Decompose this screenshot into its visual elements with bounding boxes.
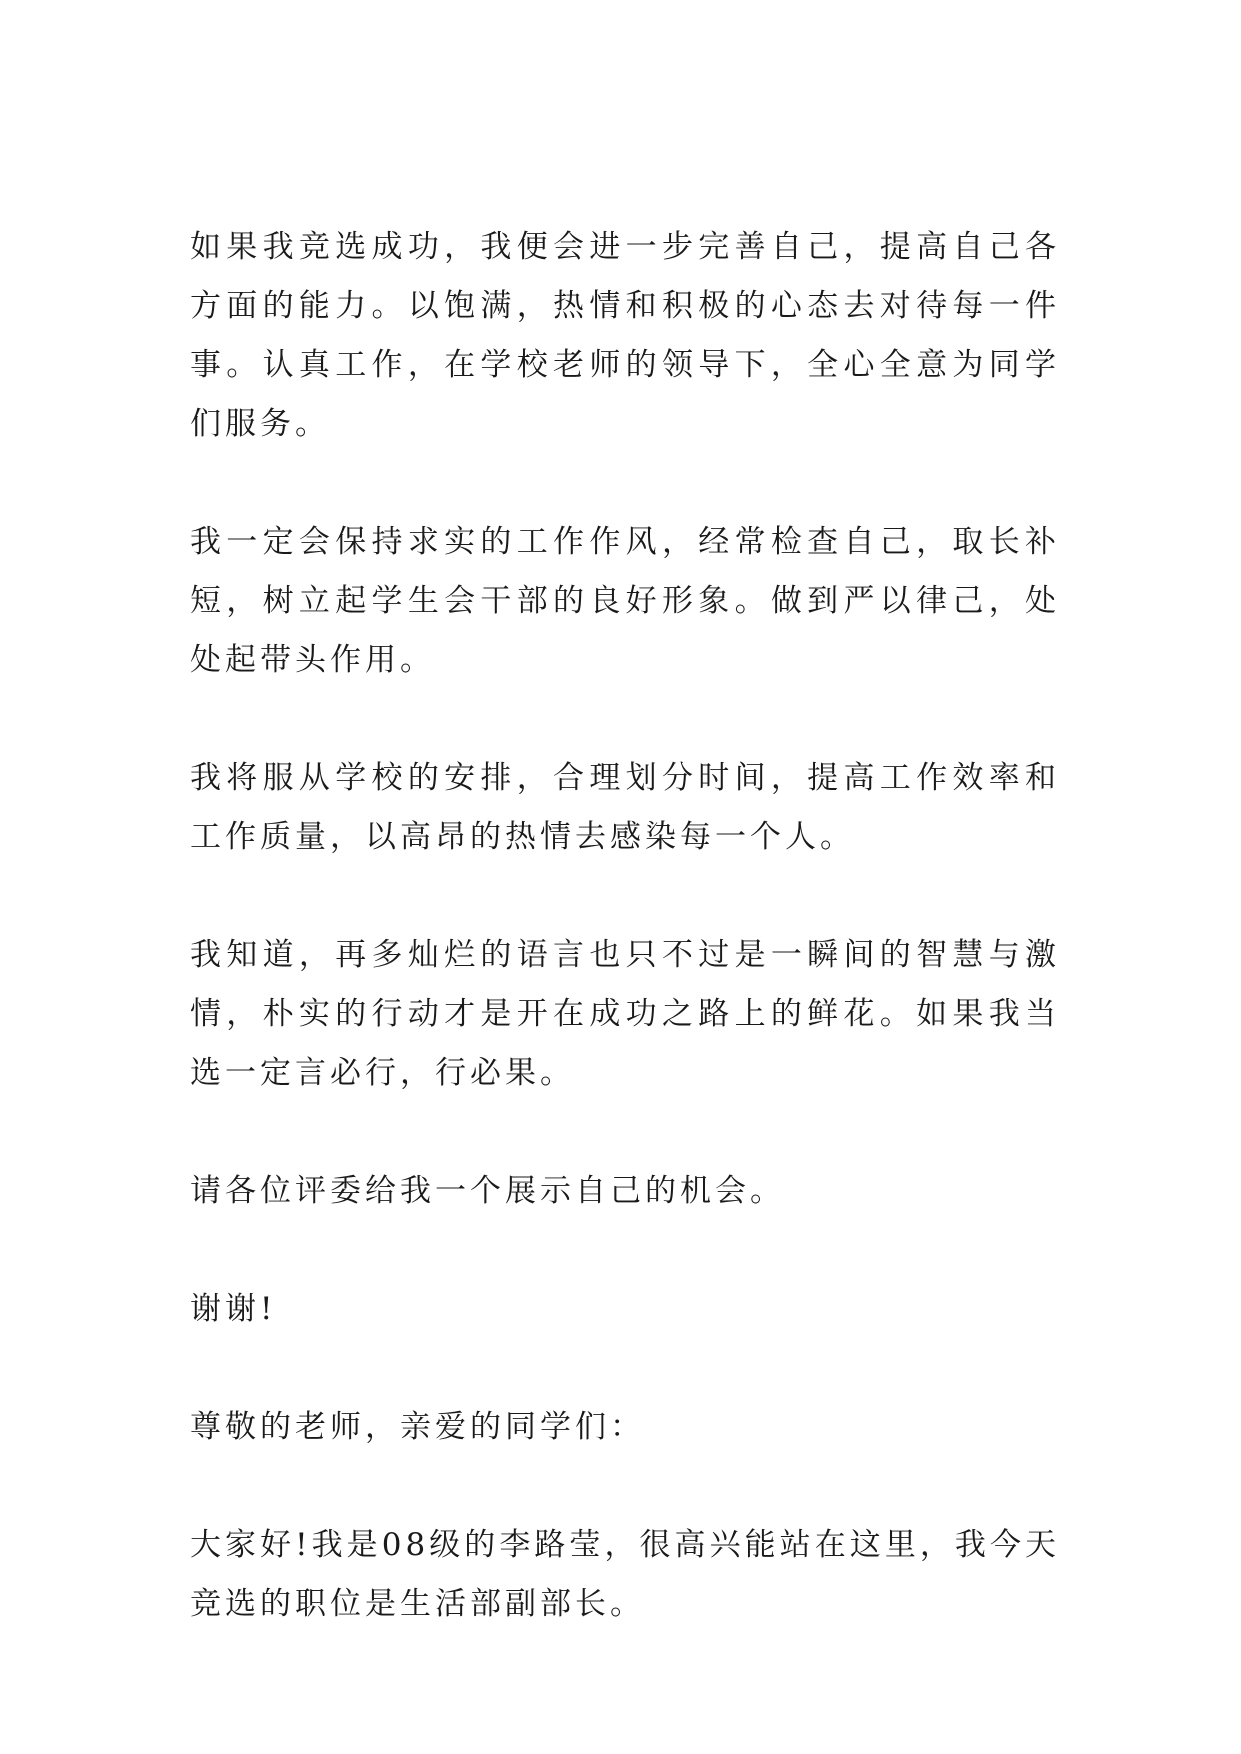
paragraph-1: 如果我竞选成功，我便会进一步完善自己，提高自己各方面的能力。以饱满，热情和积极的心态去对待每一件事。认真工作，在学校老师的领导下，全心全意为同学们服务。 [190, 229, 1060, 442]
document-body [190, 218, 1060, 1634]
paragraph-5: 请各位评委给我一个展示自己的机会。 [190, 1173, 785, 1209]
paragraph-6: 谢谢! [190, 1291, 277, 1327]
paragraph-4: 我知道，再多灿烂的语言也只不过是一瞬间的智慧与激情，朴实的行动才是开在成功之路上的鲜花。如果我当选一定言必行，行必果。 [190, 937, 1060, 1091]
paragraph-8: 大家好!我是08级的李路莹，很高兴能站在这里，我今天竞选的职位是生活部副部长。 [190, 1527, 1060, 1622]
paragraph-7: 尊敬的老师，亲爱的同学们： [190, 1409, 645, 1445]
paragraph-2: 我一定会保持求实的工作作风，经常检查自己，取长补短，树立起学生会干部的良好形象。做到严以律己，处处起带头作用。 [190, 524, 1060, 678]
paragraph-3: 我将服从学校的安排，合理划分时间，提高工作效率和工作质量，以高昂的热情去感染每一个人。 [190, 760, 1060, 855]
